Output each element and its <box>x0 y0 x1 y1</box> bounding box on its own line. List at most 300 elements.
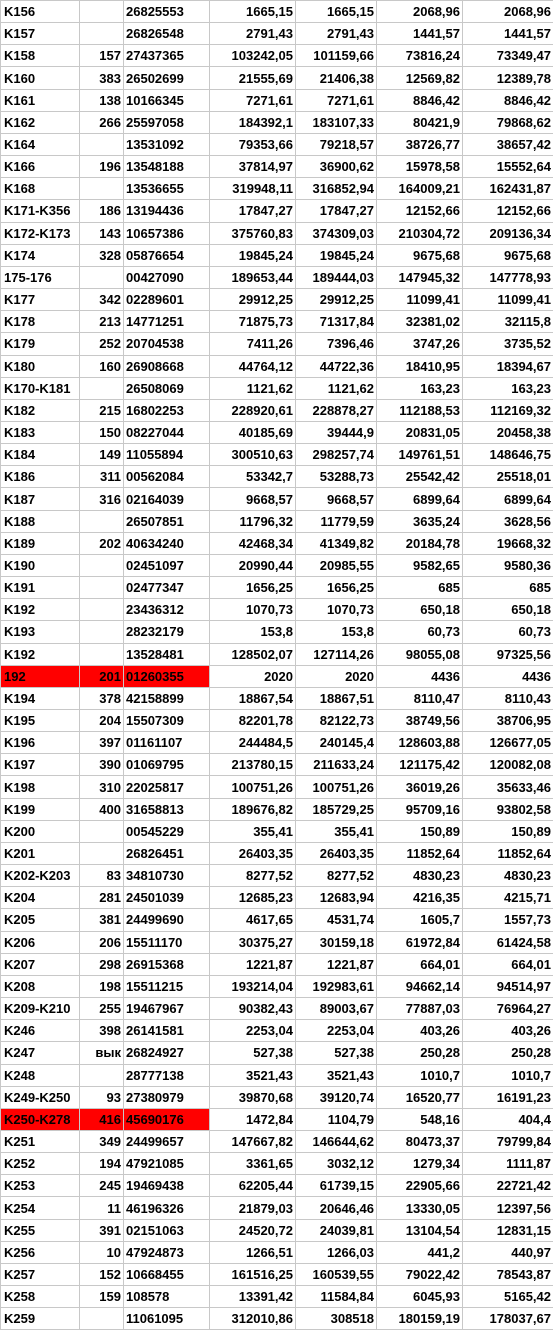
value-cell[interactable]: 5165,42 <box>463 1286 553 1308</box>
account-code-cell[interactable]: 01260355 <box>124 665 210 687</box>
value-cell[interactable]: 61972,84 <box>377 931 463 953</box>
value-cell[interactable]: 11852,64 <box>463 842 553 864</box>
value-cell[interactable]: 18394,67 <box>463 355 553 377</box>
value-cell[interactable]: 1441,57 <box>463 23 553 45</box>
value-cell[interactable]: 53342,7 <box>210 466 296 488</box>
row-number-cell[interactable]: 255 <box>80 998 124 1020</box>
row-label-cell[interactable]: K199 <box>1 798 80 820</box>
value-cell[interactable]: 128502,07 <box>210 643 296 665</box>
value-cell[interactable]: 20831,05 <box>377 421 463 443</box>
account-code-cell[interactable]: 01161107 <box>124 732 210 754</box>
row-number-cell[interactable] <box>80 266 124 288</box>
value-cell[interactable]: 6045,93 <box>377 1286 463 1308</box>
value-cell[interactable]: 3747,26 <box>377 333 463 355</box>
value-cell[interactable]: 163,23 <box>377 377 463 399</box>
row-label-cell[interactable]: K170-K181 <box>1 377 80 399</box>
account-code-cell[interactable]: 26824927 <box>124 1042 210 1064</box>
row-number-cell[interactable] <box>80 820 124 842</box>
account-code-cell[interactable]: 31658813 <box>124 798 210 820</box>
account-code-cell[interactable]: 23436312 <box>124 599 210 621</box>
value-cell[interactable]: 162431,87 <box>463 178 553 200</box>
row-label-cell[interactable]: K186 <box>1 466 80 488</box>
value-cell[interactable]: 79022,42 <box>377 1263 463 1285</box>
account-code-cell[interactable]: 13548188 <box>124 156 210 178</box>
value-cell[interactable]: 375760,83 <box>210 222 296 244</box>
value-cell[interactable]: 73816,24 <box>377 45 463 67</box>
account-code-cell[interactable]: 05876654 <box>124 244 210 266</box>
value-cell[interactable]: 1221,87 <box>296 953 377 975</box>
row-label-cell[interactable]: K192 <box>1 643 80 665</box>
account-code-cell[interactable]: 19469438 <box>124 1175 210 1197</box>
row-label-cell[interactable]: K256 <box>1 1241 80 1263</box>
row-label-cell[interactable]: K200 <box>1 820 80 842</box>
row-label-cell[interactable]: K247 <box>1 1042 80 1064</box>
row-number-cell[interactable]: вык <box>80 1042 124 1064</box>
value-cell[interactable]: 11099,41 <box>463 289 553 311</box>
row-label-cell[interactable]: K188 <box>1 510 80 532</box>
value-cell[interactable]: 11796,32 <box>210 510 296 532</box>
account-code-cell[interactable]: 46196326 <box>124 1197 210 1219</box>
value-cell[interactable]: 8846,42 <box>463 89 553 111</box>
row-label-cell[interactable]: K157 <box>1 23 80 45</box>
value-cell[interactable]: 210304,72 <box>377 222 463 244</box>
value-cell[interactable]: 37814,97 <box>210 156 296 178</box>
row-label-cell[interactable]: K209-K210 <box>1 998 80 1020</box>
value-cell[interactable]: 60,73 <box>463 621 553 643</box>
row-number-cell[interactable]: 150 <box>80 421 124 443</box>
value-cell[interactable]: 7271,61 <box>210 89 296 111</box>
row-number-cell[interactable]: 398 <box>80 1020 124 1042</box>
row-label-cell[interactable]: K250-K278 <box>1 1108 80 1130</box>
value-cell[interactable]: 2253,04 <box>210 1020 296 1042</box>
value-cell[interactable]: 95709,16 <box>377 798 463 820</box>
value-cell[interactable]: 2020 <box>296 665 377 687</box>
value-cell[interactable]: 9675,68 <box>377 244 463 266</box>
row-label-cell[interactable]: K174 <box>1 244 80 266</box>
value-cell[interactable]: 42468,34 <box>210 532 296 554</box>
value-cell[interactable]: 1605,7 <box>377 909 463 931</box>
value-cell[interactable]: 12685,23 <box>210 887 296 909</box>
value-cell[interactable]: 9580,36 <box>463 554 553 576</box>
value-cell[interactable]: 1010,7 <box>463 1064 553 1086</box>
account-code-cell[interactable]: 02151063 <box>124 1219 210 1241</box>
row-number-cell[interactable]: 342 <box>80 289 124 311</box>
value-cell[interactable]: 250,28 <box>463 1042 553 1064</box>
value-cell[interactable]: 127114,26 <box>296 643 377 665</box>
value-cell[interactable]: 1104,79 <box>296 1108 377 1130</box>
value-cell[interactable]: 1070,73 <box>210 599 296 621</box>
value-cell[interactable]: 4216,35 <box>377 887 463 909</box>
value-cell[interactable]: 12831,15 <box>463 1219 553 1241</box>
row-number-cell[interactable]: 213 <box>80 311 124 333</box>
value-cell[interactable]: 44722,36 <box>296 355 377 377</box>
row-label-cell[interactable]: K161 <box>1 89 80 111</box>
value-cell[interactable]: 20990,44 <box>210 554 296 576</box>
value-cell[interactable]: 4436 <box>377 665 463 687</box>
value-cell[interactable]: 19668,32 <box>463 532 553 554</box>
value-cell[interactable]: 148646,75 <box>463 444 553 466</box>
value-cell[interactable]: 12397,56 <box>463 1197 553 1219</box>
value-cell[interactable]: 26403,35 <box>210 842 296 864</box>
value-cell[interactable]: 9668,57 <box>210 488 296 510</box>
row-number-cell[interactable]: 215 <box>80 399 124 421</box>
value-cell[interactable]: 94662,14 <box>377 975 463 997</box>
value-cell[interactable]: 4830,23 <box>463 865 553 887</box>
row-label-cell[interactable]: K254 <box>1 1197 80 1219</box>
row-number-cell[interactable]: 349 <box>80 1130 124 1152</box>
row-number-cell[interactable] <box>80 1308 124 1330</box>
value-cell[interactable]: 147667,82 <box>210 1130 296 1152</box>
value-cell[interactable]: 3735,52 <box>463 333 553 355</box>
value-cell[interactable]: 79218,57 <box>296 133 377 155</box>
value-cell[interactable]: 193214,04 <box>210 975 296 997</box>
value-cell[interactable]: 213780,15 <box>210 754 296 776</box>
account-code-cell[interactable]: 10166345 <box>124 89 210 111</box>
value-cell[interactable]: 36900,62 <box>296 156 377 178</box>
account-code-cell[interactable]: 20704538 <box>124 333 210 355</box>
account-code-cell[interactable]: 24501039 <box>124 887 210 909</box>
row-number-cell[interactable]: 383 <box>80 67 124 89</box>
value-cell[interactable]: 120082,08 <box>463 754 553 776</box>
value-cell[interactable]: 1656,25 <box>296 577 377 599</box>
row-label-cell[interactable]: K183 <box>1 421 80 443</box>
account-code-cell[interactable]: 15507309 <box>124 710 210 732</box>
row-number-cell[interactable]: 310 <box>80 776 124 798</box>
value-cell[interactable]: 441,2 <box>377 1241 463 1263</box>
row-number-cell[interactable]: 152 <box>80 1263 124 1285</box>
value-cell[interactable]: 1665,15 <box>296 1 377 23</box>
row-number-cell[interactable] <box>80 621 124 643</box>
row-label-cell[interactable]: 175-176 <box>1 266 80 288</box>
value-cell[interactable]: 21879,03 <box>210 1197 296 1219</box>
value-cell[interactable]: 21406,38 <box>296 67 377 89</box>
value-cell[interactable]: 19845,24 <box>210 244 296 266</box>
value-cell[interactable]: 13391,42 <box>210 1286 296 1308</box>
row-number-cell[interactable]: 93 <box>80 1086 124 1108</box>
row-label-cell[interactable]: K194 <box>1 687 80 709</box>
row-number-cell[interactable] <box>80 554 124 576</box>
value-cell[interactable]: 149761,51 <box>377 444 463 466</box>
row-number-cell[interactable]: 316 <box>80 488 124 510</box>
row-number-cell[interactable]: 252 <box>80 333 124 355</box>
value-cell[interactable]: 3032,12 <box>296 1153 377 1175</box>
row-number-cell[interactable]: 159 <box>80 1286 124 1308</box>
value-cell[interactable]: 228878,27 <box>296 399 377 421</box>
value-cell[interactable]: 164009,21 <box>377 178 463 200</box>
value-cell[interactable]: 20184,78 <box>377 532 463 554</box>
row-label-cell[interactable]: K253 <box>1 1175 80 1197</box>
account-code-cell[interactable]: 01069795 <box>124 754 210 776</box>
account-code-cell[interactable]: 26508069 <box>124 377 210 399</box>
account-code-cell[interactable]: 15511170 <box>124 931 210 953</box>
row-label-cell[interactable]: 192 <box>1 665 80 687</box>
value-cell[interactable]: 71875,73 <box>210 311 296 333</box>
value-cell[interactable]: 82201,78 <box>210 710 296 732</box>
value-cell[interactable]: 79353,66 <box>210 133 296 155</box>
value-cell[interactable]: 147945,32 <box>377 266 463 288</box>
row-number-cell[interactable] <box>80 178 124 200</box>
value-cell[interactable]: 3635,24 <box>377 510 463 532</box>
value-cell[interactable]: 93802,58 <box>463 798 553 820</box>
value-cell[interactable]: 44764,12 <box>210 355 296 377</box>
value-cell[interactable]: 178037,67 <box>463 1308 553 1330</box>
value-cell[interactable]: 38657,42 <box>463 133 553 155</box>
value-cell[interactable]: 1111,87 <box>463 1153 553 1175</box>
row-number-cell[interactable]: 143 <box>80 222 124 244</box>
value-cell[interactable]: 192983,61 <box>296 975 377 997</box>
value-cell[interactable]: 4436 <box>463 665 553 687</box>
value-cell[interactable]: 184392,1 <box>210 111 296 133</box>
value-cell[interactable]: 355,41 <box>296 820 377 842</box>
row-number-cell[interactable]: 198 <box>80 975 124 997</box>
row-number-cell[interactable]: 416 <box>80 1108 124 1130</box>
value-cell[interactable]: 78543,87 <box>463 1263 553 1285</box>
row-label-cell[interactable]: K177 <box>1 289 80 311</box>
value-cell[interactable]: 316852,94 <box>296 178 377 200</box>
value-cell[interactable]: 80421,9 <box>377 111 463 133</box>
value-cell[interactable]: 209136,34 <box>463 222 553 244</box>
row-number-cell[interactable] <box>80 1064 124 1086</box>
value-cell[interactable]: 61739,15 <box>296 1175 377 1197</box>
row-number-cell[interactable] <box>80 23 124 45</box>
value-cell[interactable]: 29912,25 <box>210 289 296 311</box>
value-cell[interactable]: 527,38 <box>210 1042 296 1064</box>
account-code-cell[interactable]: 16802253 <box>124 399 210 421</box>
value-cell[interactable]: 298257,74 <box>296 444 377 466</box>
account-code-cell[interactable]: 24499690 <box>124 909 210 931</box>
account-code-cell[interactable]: 27380979 <box>124 1086 210 1108</box>
value-cell[interactable]: 25518,01 <box>463 466 553 488</box>
row-label-cell[interactable]: K206 <box>1 931 80 953</box>
value-cell[interactable]: 374309,03 <box>296 222 377 244</box>
value-cell[interactable]: 62205,44 <box>210 1175 296 1197</box>
row-label-cell[interactable]: K246 <box>1 1020 80 1042</box>
account-code-cell[interactable]: 14771251 <box>124 311 210 333</box>
account-code-cell[interactable]: 47921085 <box>124 1153 210 1175</box>
value-cell[interactable]: 79799,84 <box>463 1130 553 1152</box>
row-label-cell[interactable]: K201 <box>1 842 80 864</box>
value-cell[interactable]: 163,23 <box>463 377 553 399</box>
row-number-cell[interactable]: 10 <box>80 1241 124 1263</box>
value-cell[interactable]: 1070,73 <box>296 599 377 621</box>
row-label-cell[interactable]: K204 <box>1 887 80 909</box>
value-cell[interactable]: 685 <box>463 577 553 599</box>
value-cell[interactable]: 312010,86 <box>210 1308 296 1330</box>
value-cell[interactable]: 25542,42 <box>377 466 463 488</box>
value-cell[interactable]: 9675,68 <box>463 244 553 266</box>
row-label-cell[interactable]: K158 <box>1 45 80 67</box>
value-cell[interactable]: 4215,71 <box>463 887 553 909</box>
value-cell[interactable]: 664,01 <box>377 953 463 975</box>
row-label-cell[interactable]: K255 <box>1 1219 80 1241</box>
value-cell[interactable]: 36019,26 <box>377 776 463 798</box>
value-cell[interactable]: 103242,05 <box>210 45 296 67</box>
row-number-cell[interactable]: 206 <box>80 931 124 953</box>
row-number-cell[interactable]: 397 <box>80 732 124 754</box>
value-cell[interactable]: 3628,56 <box>463 510 553 532</box>
row-number-cell[interactable]: 11 <box>80 1197 124 1219</box>
row-label-cell[interactable]: K178 <box>1 311 80 333</box>
value-cell[interactable]: 4830,23 <box>377 865 463 887</box>
value-cell[interactable]: 1656,25 <box>210 577 296 599</box>
value-cell[interactable]: 355,41 <box>210 820 296 842</box>
row-label-cell[interactable]: K251 <box>1 1130 80 1152</box>
value-cell[interactable]: 4617,65 <box>210 909 296 931</box>
row-label-cell[interactable]: K191 <box>1 577 80 599</box>
value-cell[interactable]: 300510,63 <box>210 444 296 466</box>
value-cell[interactable]: 211633,24 <box>296 754 377 776</box>
value-cell[interactable]: 147778,93 <box>463 266 553 288</box>
value-cell[interactable]: 319948,11 <box>210 178 296 200</box>
account-code-cell[interactable]: 26141581 <box>124 1020 210 1042</box>
row-label-cell[interactable]: K192 <box>1 599 80 621</box>
value-cell[interactable]: 100751,26 <box>296 776 377 798</box>
row-label-cell[interactable]: K196 <box>1 732 80 754</box>
value-cell[interactable]: 11852,64 <box>377 842 463 864</box>
value-cell[interactable]: 40185,69 <box>210 421 296 443</box>
account-code-cell[interactable]: 25597058 <box>124 111 210 133</box>
value-cell[interactable]: 160539,55 <box>296 1263 377 1285</box>
value-cell[interactable]: 128603,88 <box>377 732 463 754</box>
value-cell[interactable]: 403,26 <box>463 1020 553 1042</box>
row-label-cell[interactable]: K172-K173 <box>1 222 80 244</box>
value-cell[interactable]: 61424,58 <box>463 931 553 953</box>
value-cell[interactable]: 38749,56 <box>377 710 463 732</box>
value-cell[interactable]: 180159,19 <box>377 1308 463 1330</box>
account-code-cell[interactable]: 11055894 <box>124 444 210 466</box>
row-label-cell[interactable]: K184 <box>1 444 80 466</box>
value-cell[interactable]: 12389,78 <box>463 67 553 89</box>
value-cell[interactable]: 1121,62 <box>210 377 296 399</box>
row-number-cell[interactable]: 186 <box>80 200 124 222</box>
row-label-cell[interactable]: K182 <box>1 399 80 421</box>
value-cell[interactable]: 21555,69 <box>210 67 296 89</box>
row-number-cell[interactable]: 390 <box>80 754 124 776</box>
account-code-cell[interactable]: 02164039 <box>124 488 210 510</box>
row-number-cell[interactable] <box>80 510 124 532</box>
value-cell[interactable]: 7396,46 <box>296 333 377 355</box>
value-cell[interactable]: 90382,43 <box>210 998 296 1020</box>
row-label-cell[interactable]: K162 <box>1 111 80 133</box>
account-code-cell[interactable]: 22025817 <box>124 776 210 798</box>
value-cell[interactable]: 146644,62 <box>296 1130 377 1152</box>
value-cell[interactable]: 1665,15 <box>210 1 296 23</box>
value-cell[interactable]: 3361,65 <box>210 1153 296 1175</box>
value-cell[interactable]: 71317,84 <box>296 311 377 333</box>
row-number-cell[interactable]: 245 <box>80 1175 124 1197</box>
value-cell[interactable]: 15978,58 <box>377 156 463 178</box>
value-cell[interactable]: 80473,37 <box>377 1130 463 1152</box>
account-code-cell[interactable]: 00562084 <box>124 466 210 488</box>
row-number-cell[interactable] <box>80 842 124 864</box>
row-label-cell[interactable]: K156 <box>1 1 80 23</box>
row-number-cell[interactable] <box>80 377 124 399</box>
value-cell[interactable]: 153,8 <box>296 621 377 643</box>
value-cell[interactable]: 100751,26 <box>210 776 296 798</box>
value-cell[interactable]: 8110,47 <box>377 687 463 709</box>
value-cell[interactable]: 76964,27 <box>463 998 553 1020</box>
row-number-cell[interactable]: 328 <box>80 244 124 266</box>
row-number-cell[interactable]: 201 <box>80 665 124 687</box>
value-cell[interactable]: 440,97 <box>463 1241 553 1263</box>
account-code-cell[interactable]: 13528481 <box>124 643 210 665</box>
row-label-cell[interactable]: K197 <box>1 754 80 776</box>
value-cell[interactable]: 404,4 <box>463 1108 553 1130</box>
account-code-cell[interactable]: 42158899 <box>124 687 210 709</box>
row-number-cell[interactable] <box>80 577 124 599</box>
value-cell[interactable]: 29912,25 <box>296 289 377 311</box>
row-label-cell[interactable]: K195 <box>1 710 80 732</box>
row-number-cell[interactable]: 157 <box>80 45 124 67</box>
account-code-cell[interactable]: 26908668 <box>124 355 210 377</box>
value-cell[interactable]: 2791,43 <box>210 23 296 45</box>
value-cell[interactable]: 77887,03 <box>377 998 463 1020</box>
row-number-cell[interactable]: 391 <box>80 1219 124 1241</box>
value-cell[interactable]: 18867,54 <box>210 687 296 709</box>
row-number-cell[interactable]: 311 <box>80 466 124 488</box>
value-cell[interactable]: 3521,43 <box>210 1064 296 1086</box>
value-cell[interactable]: 2068,96 <box>463 1 553 23</box>
value-cell[interactable]: 11779,59 <box>296 510 377 532</box>
row-label-cell[interactable]: K180 <box>1 355 80 377</box>
row-number-cell[interactable]: 381 <box>80 909 124 931</box>
account-code-cell[interactable]: 02451097 <box>124 554 210 576</box>
value-cell[interactable]: 38706,95 <box>463 710 553 732</box>
value-cell[interactable]: 9582,65 <box>377 554 463 576</box>
account-code-cell[interactable]: 26826451 <box>124 842 210 864</box>
account-code-cell[interactable]: 28777138 <box>124 1064 210 1086</box>
value-cell[interactable]: 121175,42 <box>377 754 463 776</box>
value-cell[interactable]: 30375,27 <box>210 931 296 953</box>
value-cell[interactable]: 82122,73 <box>296 710 377 732</box>
value-cell[interactable]: 1279,34 <box>377 1153 463 1175</box>
account-code-cell[interactable]: 47924873 <box>124 1241 210 1263</box>
value-cell[interactable]: 12152,66 <box>377 200 463 222</box>
account-code-cell[interactable]: 26915368 <box>124 953 210 975</box>
value-cell[interactable]: 189444,03 <box>296 266 377 288</box>
value-cell[interactable]: 26403,35 <box>296 842 377 864</box>
value-cell[interactable]: 94514,97 <box>463 975 553 997</box>
value-cell[interactable]: 24039,81 <box>296 1219 377 1241</box>
row-number-cell[interactable]: 298 <box>80 953 124 975</box>
account-code-cell[interactable]: 24499657 <box>124 1130 210 1152</box>
row-label-cell[interactable]: K202-K203 <box>1 865 80 887</box>
value-cell[interactable]: 12683,94 <box>296 887 377 909</box>
value-cell[interactable]: 13330,05 <box>377 1197 463 1219</box>
value-cell[interactable]: 97325,56 <box>463 643 553 665</box>
account-code-cell[interactable]: 26502699 <box>124 67 210 89</box>
value-cell[interactable]: 18867,51 <box>296 687 377 709</box>
value-cell[interactable]: 35633,46 <box>463 776 553 798</box>
value-cell[interactable]: 150,89 <box>463 820 553 842</box>
value-cell[interactable]: 161516,25 <box>210 1263 296 1285</box>
value-cell[interactable]: 73349,47 <box>463 45 553 67</box>
value-cell[interactable]: 12569,82 <box>377 67 463 89</box>
account-code-cell[interactable]: 10668455 <box>124 1263 210 1285</box>
value-cell[interactable]: 2020 <box>210 665 296 687</box>
value-cell[interactable]: 189653,44 <box>210 266 296 288</box>
account-code-cell[interactable]: 08227044 <box>124 421 210 443</box>
account-code-cell[interactable]: 00427090 <box>124 266 210 288</box>
value-cell[interactable]: 20646,46 <box>296 1197 377 1219</box>
row-number-cell[interactable]: 400 <box>80 798 124 820</box>
row-number-cell[interactable]: 194 <box>80 1153 124 1175</box>
value-cell[interactable]: 11099,41 <box>377 289 463 311</box>
account-code-cell[interactable]: 19467967 <box>124 998 210 1020</box>
row-label-cell[interactable]: K252 <box>1 1153 80 1175</box>
value-cell[interactable]: 39870,68 <box>210 1086 296 1108</box>
account-code-cell[interactable]: 108578 <box>124 1286 210 1308</box>
